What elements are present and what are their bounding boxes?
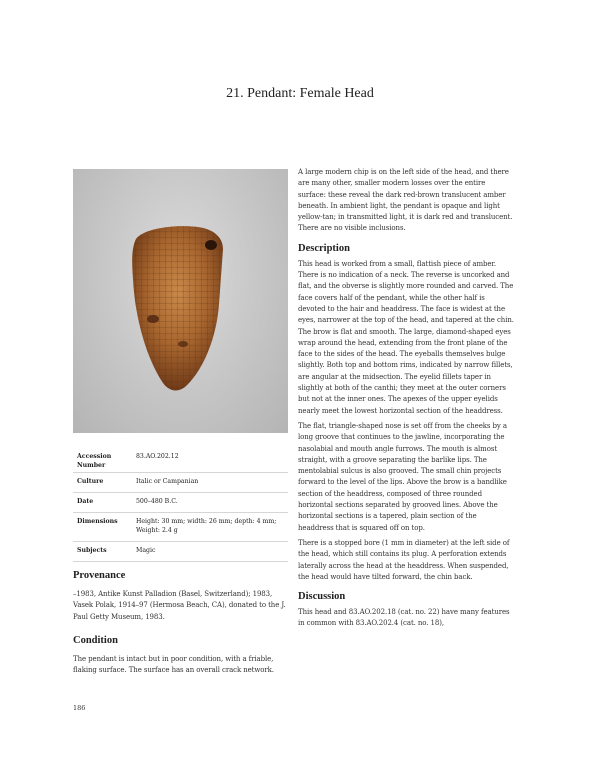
description-paragraph-3: There is a stopped bore (1 mm in diameter) at the left side of the head, which still contains its plug. A perforation extends laterally across the head at the headdress. When suspended, the head would have tilted forward, the chin back.	[298, 538, 510, 581]
meta-row-subjects	[73, 542, 288, 562]
artifact-photo	[73, 169, 288, 433]
meta-key: Date	[77, 498, 94, 505]
provenance-heading: Provenance	[73, 570, 126, 581]
meta-row-culture	[73, 473, 288, 493]
meta-row-date	[73, 493, 288, 513]
page-number: 186	[73, 704, 86, 712]
condition-heading: Condition	[73, 634, 118, 646]
meta-row-accession	[73, 448, 288, 473]
description-paragraph-2: The flat, triangle-shaped nose is set off from the cheeks by a long groove that continues to the jawline, incorporating the nasolabial and mouth angle furrows. The mouth is almost straight, with a groove separating the barlike lips. The mentolabial sulcus is also grooved. The small chin projects forward to the level of the lips. Above the brow is a bandlike section of the headdress, composed of three rounded horizontal sections separated by grooved lines. Above the horizontal sections is a tapered, plain section of the headdress that is squared off on top.	[298, 421, 507, 532]
description-paragraph-1: This head is worked from a small, flattish piece of amber. There is no indication of a neck. The reverse is uncorked and flat, and the obverse is slightly more rounded and carved. The face covers half of the pendant, while the other half is devoted to the hair and headdress. The face is widest at the eyes, narrower at the top of the head, and tapered at the chin. The brow is flat and smooth. The large, diamond-shaped eyes wrap around the head, extending from the front plane of the face to the sides of the head. The eyeballs themselves bulge slightly. Both top and bottom rims, indicated by narrow fillets, are angular at the midsection. The eyelid fillets taper in slightly at both of the canthi; they meet at the outer corners but not at the inner ones. The apexes of the upper eyelids nearly meet the lowest horizontal section of the headdress.	[298, 259, 514, 415]
meta-value: Height: 30 mm; width: 26 mm; depth: 4 mm; Weight: 2.4 g	[136, 518, 277, 534]
meta-key: Dimensions	[77, 518, 118, 525]
meta-value: 500–480 B.C.	[136, 498, 178, 505]
description-heading: Description	[298, 242, 350, 254]
page-title: 21. Pendant: Female Head	[226, 86, 374, 101]
meta-value: Italic or Campanian	[136, 478, 199, 485]
discussion-text: This head and 83.AO.202.18 (cat. no. 22) have many features in common with 83.AO.202.4 (cat. no. 18),	[298, 608, 510, 628]
provenance-text: –1983, Antike Kunst Palladion (Basel, Switzerland); 1983, Vasek Polak, 1914–97 (Hermosa Beach, CA), donated to the J. Paul Getty Museum, 1983.	[73, 590, 286, 621]
discussion-heading: Discussion	[298, 591, 346, 603]
meta-key: Accession Number	[77, 453, 112, 469]
meta-row-dimensions	[73, 513, 288, 542]
intro-paragraph: A large modern chip is on the left side of the head, and there are many other, smaller modern losses over the entire surface: these reveal the dark red-brown translucent amber beneath. In ambient light, the pendant is opaque and light yellow-tan; in transmitted light, it is dark red and translucent. There are no visible inclusions.	[298, 168, 513, 233]
condition-text: The pendant is intact but in poor condition, with a friable, flaking surface. The surface has an overall crack network.	[73, 654, 274, 675]
meta-value: Magic	[136, 547, 156, 554]
meta-key: Culture	[77, 478, 104, 485]
left-column	[73, 570, 288, 676]
meta-key: Subjects	[77, 547, 107, 554]
right-column	[298, 167, 514, 630]
metadata-table	[73, 448, 288, 562]
meta-value: 83.AO.202.12	[136, 453, 179, 460]
